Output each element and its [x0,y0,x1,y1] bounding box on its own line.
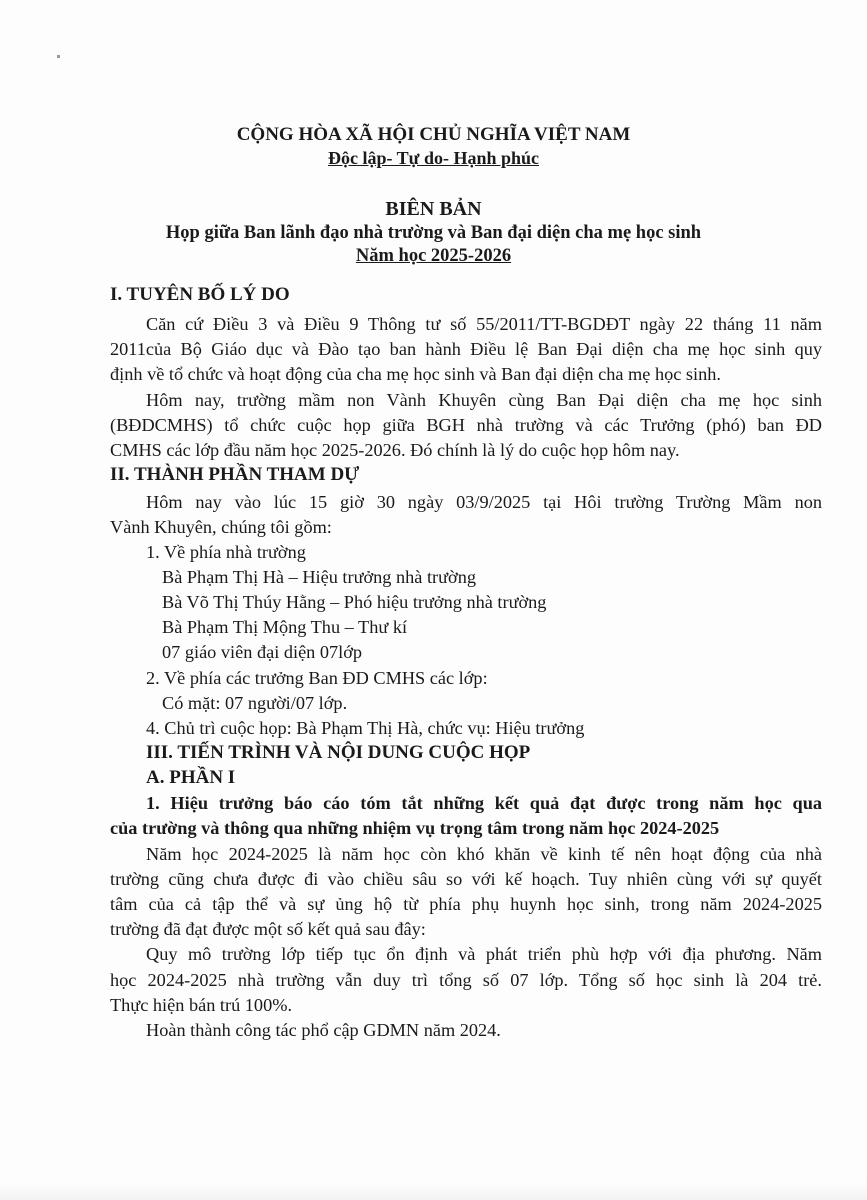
list-item: 4. Chủ trì cuộc họp: Bà Phạm Thị Hà, chức vụ: Hiệu trưởng [146,718,585,738]
national-motto [0,148,867,169]
school-year [0,246,867,267]
section-heading-3: III. TIẾN TRÌNH VÀ NỘI DUNG CUỘC HỌP [146,742,531,763]
paragraph-line: trường cũng chưa được đi vào chiều sâu so với kế hoạch. Tuy nhiên cùng với sự quyết [110,869,822,889]
paragraph-line: Hôm nay, trường mầm non Vành Khuyên cùng Ban Đại diện cha mẹ học sinh [146,390,822,410]
item-heading-line: của trường và thông qua những nhiệm vụ trọng tâm trong năm học 2024-2025 [110,818,720,838]
paragraph-line: tâm của cả tập thể và sự ủng hộ từ phía phụ huynh học sinh, trong năm 2024-2025 [110,894,822,914]
paragraph-line: Năm học 2024-2025 là năm học còn khó khăn về kinh tế nên hoạt động của nhà [146,844,822,864]
item-heading-line: 1. Hiệu trưởng báo cáo tóm tắt những kết quả đạt được trong năm học qua [146,793,822,813]
list-item: 1. Về phía nhà trường [146,542,306,562]
national-title: CỘNG HÒA XÃ HỘI CHỦ NGHĨA VIỆT NAM [236,124,631,145]
part-heading: A. PHẦN I [146,767,236,788]
school-year-text: Năm học 2025-2026 [355,246,512,266]
paragraph-line: Thực hiện bán trú 100%. [110,995,293,1015]
list-item: Bà Phạm Thị Mộng Thu – Thư kí [162,617,408,637]
paragraph-line: trường đã đạt được một số kết quả sau đây: [110,919,426,939]
paragraph-line: Quy mô trường lớp tiếp tục ổn định và phát triển phù hợp với địa phương. Năm [146,944,822,964]
paragraph-line: Hoàn thành công tác phổ cập GDMN năm 2024. [146,1020,501,1040]
paragraph-line: Vành Khuyên, chúng tôi gồm: [110,517,332,537]
section-heading-2: II. THÀNH PHẦN THAM DỰ [110,464,360,485]
paragraph-line: học 2024-2025 nhà trường vẫn duy trì tổng số 07 lớp. Tổng số học sinh là 204 trẻ. [110,970,822,990]
list-item: 2. Về phía các trưởng Ban ĐD CMHS các lớp: [146,668,488,688]
paragraph-line: Hôm nay vào lúc 15 giờ 30 ngày 03/9/2025 tại Hôi trường Trường Mầm non [146,492,822,512]
list-item: 07 giáo viên đại diện 07lớp [162,642,363,662]
list-item: Có mặt: 07 người/07 lớp. [162,693,348,713]
paragraph-line: CMHS các lớp đầu năm học 2025-2026. Đó chính là lý do cuộc họp hôm nay. [110,440,680,460]
scan-speck [57,55,60,58]
paragraph-line: định về tổ chức và hoạt động của cha mẹ học sinh và Ban đại diện cha mẹ học sinh. [110,364,721,384]
scan-edge-shadow [0,1182,867,1200]
motto-text: Độc lập- Tự do- Hạnh phúc [327,148,540,168]
paragraph-line: Căn cứ Điều 3 và Điều 9 Thông tư số 55/2011/TT-BGDĐT ngày 22 tháng 11 năm [146,314,822,334]
document-subtitle: Họp giữa Ban lãnh đạo nhà trường và Ban đại diện cha mẹ học sinh [165,223,702,243]
paragraph-line: 2011của Bộ Giáo dục và Đào tạo ban hành Điều lệ Ban Đại diện cha mẹ học sinh quy [110,339,822,359]
list-item: Bà Võ Thị Thúy Hằng – Phó hiệu trưởng nhà trường [162,592,547,612]
section-heading-1: I. TUYÊN BỐ LÝ DO [110,284,290,305]
paragraph-line: (BĐDCMHS) tổ chức cuộc họp giữa BGH nhà trường và các Trưởng (phó) ban ĐD [110,415,822,435]
list-item: Bà Phạm Thị Hà – Hiệu trưởng nhà trường [162,567,477,587]
document-title: BIÊN BẢN [385,198,482,220]
